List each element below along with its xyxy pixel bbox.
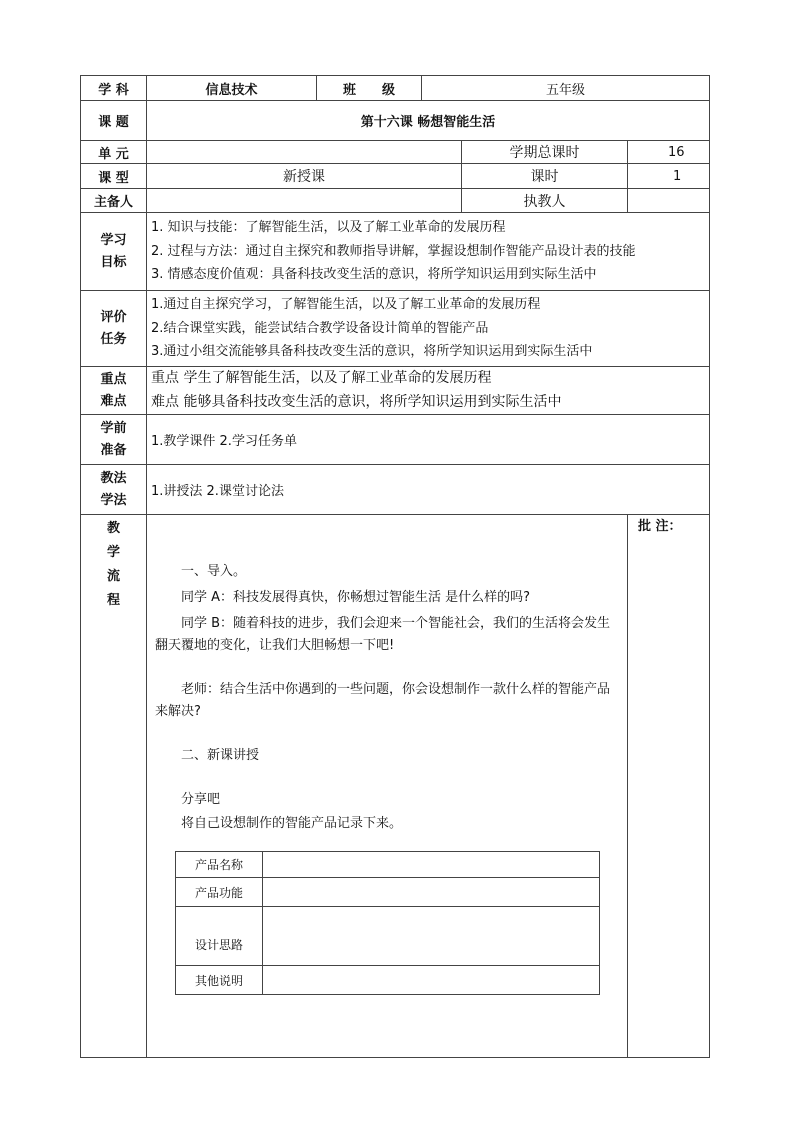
key-point-item: 重点 学生了解智能生活，以及了解工业革命的发展历程 xyxy=(151,370,492,386)
annotation-label: 批 注： xyxy=(638,519,682,534)
subject-label: 学 科 xyxy=(81,76,147,101)
teacher-line: 老师：结合生活中你遇到的一些问题，你会设想制作一款什么样的智能产品来解决? xyxy=(155,682,611,719)
topic-value: 第十六课 畅想智能生活 xyxy=(147,101,710,141)
class-label: 班 级 xyxy=(317,76,422,101)
objectives-label-1: 学习 xyxy=(100,232,127,248)
product-row-label: 设计思路 xyxy=(176,907,263,966)
key-points-content xyxy=(147,367,710,415)
evaluation-item: 2.结合课堂实践，能尝试结合教学设备设计简单的智能产品 xyxy=(151,320,489,336)
process-label-char: 流 xyxy=(106,569,120,584)
row-lesson-type xyxy=(81,164,710,189)
lesson-type-label: 课 型 xyxy=(81,164,147,189)
product-row xyxy=(176,907,600,966)
key-point-item: 难点 能够具备科技改变生活的意识，将所学知识运用到实际生活中 xyxy=(151,393,562,410)
new-lesson-heading: 二、新课讲授 xyxy=(181,748,260,763)
methods-label-1: 教法 xyxy=(100,470,127,486)
methods-label xyxy=(81,465,147,515)
share-heading: 分享吧 xyxy=(181,792,221,807)
preparation-label xyxy=(81,415,147,465)
objectives-label xyxy=(81,213,147,291)
objective-item: 1. 知识与技能：了解智能生活，以及了解工业革命的发展历程 xyxy=(151,220,506,236)
methods-label-2: 学法 xyxy=(100,492,127,508)
evaluation-label-1: 评价 xyxy=(100,309,127,325)
product-row-label: 产品功能 xyxy=(176,878,263,907)
row-evaluation xyxy=(81,291,710,367)
total-hours-label: 学期总课时 xyxy=(462,141,628,164)
product-row xyxy=(176,852,600,878)
evaluation-label-2: 任务 xyxy=(100,331,127,347)
objective-item: 2. 过程与方法：通过自主探究和教师指导讲解，掌握设想制作智能产品设计表的技能 xyxy=(151,243,636,259)
unit-label: 单 元 xyxy=(81,141,147,164)
key-points-label-2: 难点 xyxy=(100,393,127,409)
key-points-label xyxy=(81,367,147,415)
lesson-type-value: 新授课 xyxy=(147,164,462,189)
row-subject xyxy=(81,76,710,101)
row-objectives xyxy=(81,213,710,291)
product-design-table xyxy=(175,851,600,995)
objectives-content xyxy=(147,213,710,291)
preparation-label-1: 学前 xyxy=(100,420,127,436)
hours-value: 1 xyxy=(628,164,710,189)
teacher-label: 执教人 xyxy=(462,189,628,213)
process-label-char: 教 xyxy=(106,521,120,536)
preparer-label: 主备人 xyxy=(81,189,147,213)
product-row-label: 其他说明 xyxy=(176,966,263,995)
row-unit xyxy=(81,141,710,164)
process-content xyxy=(147,515,628,1058)
preparation-label-2: 准备 xyxy=(100,442,127,458)
annotation-column xyxy=(628,515,710,1058)
row-preparer xyxy=(81,189,710,213)
preparer-value xyxy=(147,189,462,213)
product-row xyxy=(176,966,600,995)
evaluation-item: 1.通过自主探究学习，了解智能生活，以及了解工业革命的发展历程 xyxy=(151,297,541,313)
student-a-line: 同学 A：科技发展得真快，你畅想过智能生活 是什么样的吗? xyxy=(181,590,531,605)
lesson-plan-table xyxy=(80,75,710,1058)
process-label-char: 学 xyxy=(106,545,120,560)
teacher-value xyxy=(628,189,710,213)
objectives-label-2: 目标 xyxy=(100,254,127,270)
unit-value xyxy=(147,141,462,164)
row-methods xyxy=(81,465,710,515)
row-preparation xyxy=(81,415,710,465)
product-row-value[interactable] xyxy=(263,966,600,995)
class-value: 五年级 xyxy=(422,76,710,101)
product-row-value[interactable] xyxy=(263,852,600,878)
evaluation-item: 3.通过小组交流能够具备科技改变生活的意识，将所学知识运用到实际生活中 xyxy=(151,344,593,360)
row-key-points xyxy=(81,367,710,415)
process-label-char: 程 xyxy=(106,593,120,608)
preparation-value: 1.教学课件 2.学习任务单 xyxy=(147,415,710,465)
product-row-value[interactable] xyxy=(263,878,600,907)
student-b-line: 同学 B：随着科技的进步，我们会迎来一个智能社会，我们的生活将会发生翻天覆地的变化，让我们大胆畅想一下吧! xyxy=(155,616,611,653)
evaluation-label xyxy=(81,291,147,367)
total-hours-value: 16 xyxy=(628,141,710,164)
row-process xyxy=(81,515,710,1058)
objective-item: 3. 情感态度价值观：具备科技改变生活的意识，将所学知识运用到实际生活中 xyxy=(151,267,597,283)
process-label xyxy=(81,515,147,1058)
share-text: 将自己设想制作的智能产品记录下来。 xyxy=(181,816,403,831)
topic-label: 课 题 xyxy=(81,101,147,141)
key-points-label-1: 重点 xyxy=(100,371,127,387)
methods-value: 1.讲授法 2.课堂讨论法 xyxy=(147,465,710,515)
product-row-label: 产品名称 xyxy=(176,852,263,878)
hours-label: 课时 xyxy=(462,164,628,189)
product-row-value[interactable] xyxy=(263,907,600,966)
subject-value: 信息技术 xyxy=(147,76,317,101)
row-topic xyxy=(81,101,710,141)
evaluation-content xyxy=(147,291,710,367)
product-row xyxy=(176,878,600,907)
intro-heading: 一、导入。 xyxy=(181,564,247,579)
